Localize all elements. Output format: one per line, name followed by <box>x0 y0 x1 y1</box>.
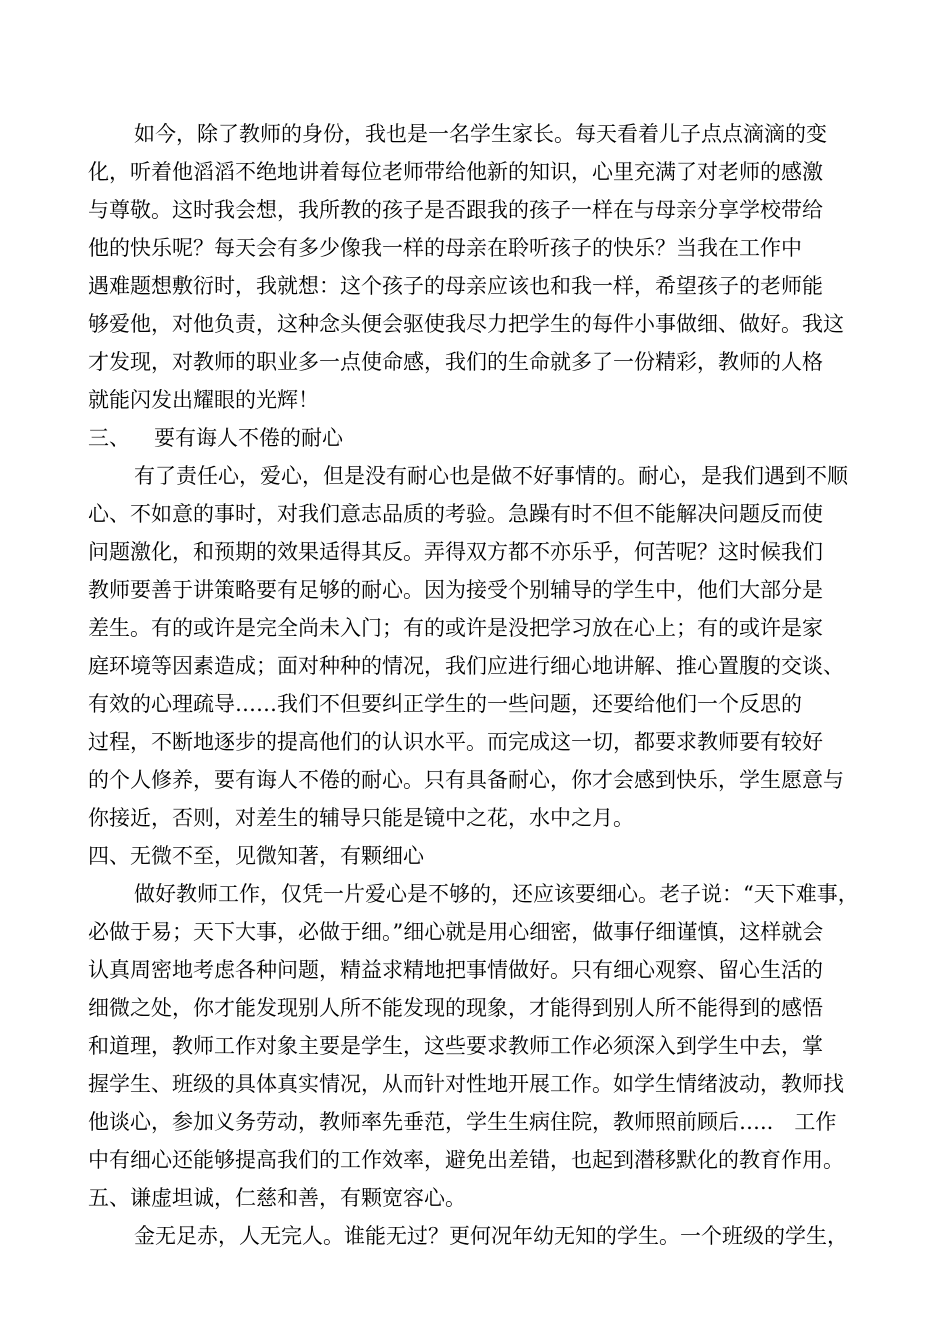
paragraph-line: 他谈心，参加义务劳动，教师率先垂范，学生生病住院，教师照前顾后….. 工作 <box>88 1110 837 1134</box>
paragraph-line: 如今，除了教师的身份，我也是一名学生家长。每天看着儿子点点滴滴的变 <box>134 122 827 146</box>
paragraph-line: 才发现，对教师的职业多一点使命感，我们的生命就多了一份精彩，教师的人格 <box>88 350 823 374</box>
paragraph-line: 有效的心理疏导……我们不但要纠正学生的一些问题，还要给他们一个反思的 <box>88 692 802 716</box>
paragraph-line: 中有细心还能够提高我们的工作效率，避免出差错，也起到潜移默化的教育作用。 <box>88 1148 844 1172</box>
paragraph-line: 细微之处，你才能发现别人所不能发现的现象，才能得到别人所不能得到的感悟 <box>88 996 823 1020</box>
paragraph-line: 做好教师工作，仅凭一片爱心是不够的，还应该要细心。老子说：“天下难事， <box>134 882 859 906</box>
paragraph-line: 庭环境等因素造成；面对种种的情况，我们应进行细心地讲解、推心置腹的交谈、 <box>88 654 844 678</box>
paragraph-line: 差生。有的或许是完全尚未入门；有的或许是没把学习放在心上；有的或许是家 <box>88 616 823 640</box>
paragraph-line: 教师要善于讲策略要有足够的耐心。因为接受个别辅导的学生中，他们大部分是 <box>88 578 823 602</box>
paragraph-line: 问题激化，和预期的效果适得其反。弄得双方都不亦乐乎，何苦呢？这时候我们 <box>88 540 823 564</box>
paragraph-line: 就能闪发出耀眼的光辉！ <box>88 388 319 412</box>
paragraph-line: 金无足赤，人无完人。谁能无过？更何况年幼无知的学生。一个班级的学生， <box>134 1224 848 1248</box>
paragraph-line: 必做于易；天下大事，必做于细。”细心就是用心细密，做事仔细谨慎，这样就会 <box>88 920 824 944</box>
paragraph-line: 有了责任心，爱心，但是没有耐心也是做不好事情的。耐心，是我们遇到不顺 <box>134 464 848 488</box>
section-heading-5: 五、谦虚坦诚，仁慈和善，有颗宽容心。 <box>88 1186 466 1210</box>
paragraph-line: 与尊敬。这时我会想，我所教的孩子是否跟我的孩子一样在与母亲分享学校带给 <box>88 198 823 222</box>
section-heading-4: 四、无微不至，见微知著，有颗细心 <box>88 844 424 868</box>
paragraph-line: 你接近，否则，对差生的辅导只能是镜中之花，水中之月。 <box>88 806 634 830</box>
paragraph-line: 的个人修养，要有诲人不倦的耐心。只有具备耐心，你才会感到快乐，学生愿意与 <box>88 768 844 792</box>
paragraph-line: 心、不如意的事时，对我们意志品质的考验。急躁有时不但不能解决问题反而使 <box>88 502 823 526</box>
section-heading-3 <box>88 424 868 452</box>
paragraph-line: 遇难题想敷衍时，我就想：这个孩子的母亲应该也和我一样，希望孩子的老师能 <box>88 274 823 298</box>
paragraph-line: 和道理，教师工作对象主要是学生，这些要求教师工作必须深入到学生中去，掌 <box>88 1034 823 1058</box>
section-number: 三、 <box>88 426 130 450</box>
paragraph-line: 化，听着他滔滔不绝地讲着每位老师带给他新的知识，心里充满了对老师的感激 <box>88 160 823 184</box>
paragraph-line: 够爱他，对他负责，这种念头便会驱使我尽力把学生的每件小事做细、做好。我这 <box>88 312 844 336</box>
paragraph-line: 过程，不断地逐步的提高他们的认识水平。而完成这一切，都要求教师要有较好 <box>88 730 823 754</box>
paragraph-line: 他的快乐呢？每天会有多少像我一样的母亲在聆听孩子的快乐？当我在工作中 <box>88 236 802 260</box>
paragraph-line: 握学生、班级的具体真实情况，从而针对性地开展工作。如学生情绪波动，教师找 <box>88 1072 844 1096</box>
paragraph-line: 认真周密地考虑各种问题，精益求精地把事情做好。只有细心观察、留心生活的 <box>88 958 823 982</box>
section-title: 要有诲人不倦的耐心 <box>154 426 343 450</box>
